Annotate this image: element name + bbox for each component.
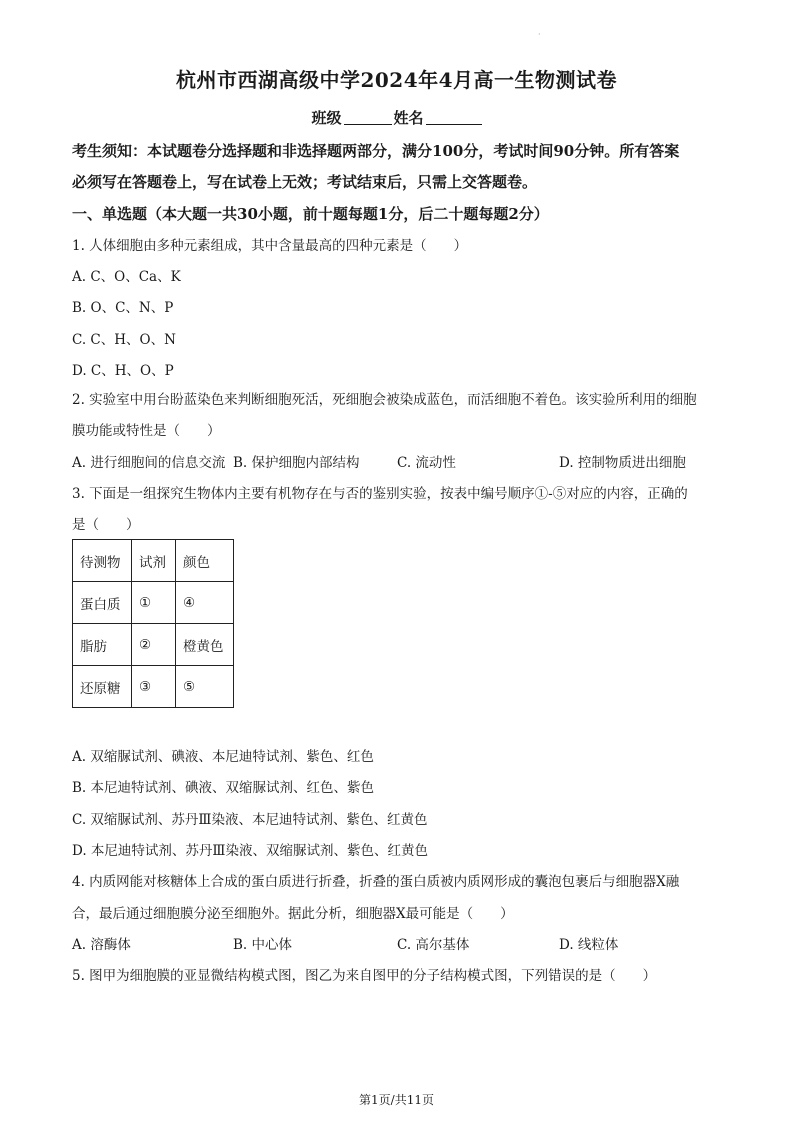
question-2-stem-line-1: 2. 实验室中用台盼蓝染色来判断细胞死活，死细胞会被染成蓝色，而活细胞不着色。该实验所利用的细胞 bbox=[72, 392, 697, 408]
question-1-option-d: D. C、H、O、P bbox=[72, 363, 174, 379]
table-cell: ④ bbox=[176, 582, 234, 624]
table-header-row bbox=[73, 540, 234, 582]
table-cell: ① bbox=[132, 582, 176, 624]
page-number: 第1页/共11页 bbox=[359, 1093, 434, 1107]
table-cell: 橙黄色 bbox=[176, 624, 234, 666]
notice-line-2: 必须写在答题卷上，写在试卷上无效；考试结束后，只需上交答题卷。 bbox=[72, 173, 538, 191]
table-header-cell: 试剂 bbox=[132, 540, 176, 582]
question-3-option-b: B. 本尼迪特试剂、碘液、双缩脲试剂、红色、紫色 bbox=[72, 780, 375, 796]
question-2-stem-line-2: 膜功能或特性是（ ） bbox=[72, 423, 221, 439]
question-4-option-c: C. 高尔基体 bbox=[397, 937, 470, 953]
question-5-stem: 5. 图甲为细胞膜的亚显微结构模式图，图乙为来自图甲的分子结构模式图，下列错误的是（ ） bbox=[72, 968, 657, 984]
question-4-option-a: A. 溶酶体 bbox=[72, 937, 131, 953]
table-cell: ② bbox=[132, 624, 176, 666]
section-heading: 一、单选题（本大题一共30小题，前十题每题1分，后二十题每题2分） bbox=[72, 205, 549, 223]
question-4-stem-line-1: 4. 内质网能对核糖体上合成的蛋白质进行折叠，折叠的蛋白质被内质网形成的囊泡包裹后与细胞器X融 bbox=[72, 874, 680, 890]
scan-dot: · bbox=[538, 30, 541, 39]
question-1-option-c: C. C、H、O、N bbox=[72, 332, 176, 348]
question-1-stem: 1. 人体细胞由多种元素组成，其中含量最高的四种元素是（ ） bbox=[72, 238, 468, 254]
question-3-option-a: A. 双缩脲试剂、碘液、本尼迪特试剂、紫色、红色 bbox=[72, 749, 374, 765]
reagent-table bbox=[72, 539, 234, 708]
table-cell: 脂肪 bbox=[73, 624, 132, 666]
name-blank bbox=[426, 124, 482, 125]
question-2-option-a: A. 进行细胞间的信息交流 bbox=[72, 455, 226, 471]
table-header-cell: 待测物 bbox=[73, 540, 132, 582]
table-cell: 蛋白质 bbox=[73, 582, 132, 624]
question-3-option-d: D. 本尼迪特试剂、苏丹Ⅲ染液、双缩脲试剂、紫色、红黄色 bbox=[72, 843, 428, 859]
page-title: 杭州市西湖高级中学2024年4月高一生物测试卷 bbox=[175, 68, 618, 92]
table-row bbox=[73, 666, 234, 708]
name-label: 姓名 bbox=[393, 109, 424, 127]
question-4-stem-line-2: 合，最后通过细胞膜分泌至细胞外。据此分析，细胞器X最可能是（ ） bbox=[72, 906, 514, 922]
question-2-option-b: B. 保护细胞内部结构 bbox=[233, 455, 360, 471]
question-1-option-b: B. O、C、N、P bbox=[72, 300, 174, 316]
table-cell: ⑤ bbox=[176, 666, 234, 708]
table-cell: 还原糖 bbox=[73, 666, 132, 708]
table-row bbox=[73, 624, 234, 666]
question-2-option-d: D. 控制物质进出细胞 bbox=[559, 455, 686, 471]
question-3-stem-line-1: 3. 下面是一组探究生物体内主要有机物存在与否的鉴别实验，按表中编号顺序①-⑤对应的内容，正确的 bbox=[72, 486, 688, 502]
question-3-option-c: C. 双缩脲试剂、苏丹Ⅲ染液、本尼迪特试剂、紫色、红黄色 bbox=[72, 812, 428, 828]
table-cell: ③ bbox=[132, 666, 176, 708]
question-4-option-d: D. 线粒体 bbox=[559, 937, 619, 953]
question-4-option-b: B. 中心体 bbox=[233, 937, 293, 953]
table-header-cell: 颜色 bbox=[176, 540, 234, 582]
question-3-stem-line-2: 是（ ） bbox=[72, 517, 140, 533]
question-1-option-a: A. C、O、Ca、K bbox=[72, 269, 181, 285]
question-2-option-c: C. 流动性 bbox=[397, 455, 456, 471]
class-label: 班级 bbox=[311, 109, 342, 127]
class-name-line bbox=[0, 107, 793, 128]
table-row bbox=[73, 582, 234, 624]
notice-line-1: 考生须知：本试题卷分选择题和非选择题两部分，满分100分，考试时间90分钟。所有答案 bbox=[72, 142, 680, 160]
class-blank bbox=[344, 124, 392, 125]
